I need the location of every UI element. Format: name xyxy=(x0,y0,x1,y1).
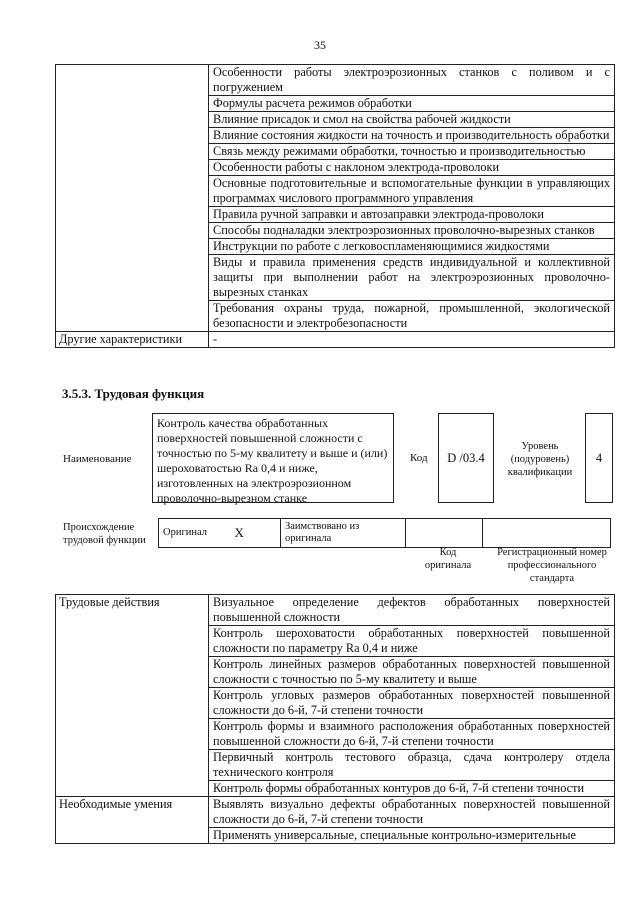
section-heading: 3.5.3. Трудовая функция xyxy=(62,386,205,401)
row-item: Контроль шероховатости обработанных поверхностей повышенной сложности по параметру Ra 0,4 и ниже xyxy=(209,626,615,657)
original-label: Оригинал xyxy=(159,519,231,548)
row-item: Особенности работы электроэрозионных станков с поливом и с погружением xyxy=(209,65,615,96)
row-item: Требования охраны труда, пожарной, промышленной, экологической безопасности и электробезопасности xyxy=(209,301,615,332)
row-item: Инструкции по работе с легковоспламеняющимися жидкостями xyxy=(209,239,615,255)
qualification-level-value: 4 xyxy=(595,450,603,465)
row-item: - xyxy=(209,332,615,348)
origin-label: Происхождение трудовой функции xyxy=(63,522,146,546)
table-row xyxy=(56,595,615,626)
name-label: Наименование xyxy=(63,453,132,465)
table-row xyxy=(56,797,615,828)
row-item: Основные подготовительные и вспомогательные функции в управляющих программах числового программного управления xyxy=(209,176,615,207)
borrowed-label: Заимствовано из оригинала xyxy=(281,519,406,548)
row-heading: Трудовые действия xyxy=(56,595,209,797)
row-item: Контроль угловых размеров обработанных поверхностей повышенной сложности до 6-й, 7-й степени точности xyxy=(209,688,615,719)
row-item: Выявлять визуально дефекты обработанных поверхностей повышенной сложности до 6-й, 7-й степени точности xyxy=(209,797,615,828)
registration-number-cell xyxy=(483,519,611,548)
function-code-box xyxy=(438,413,494,503)
code-label: Код xyxy=(410,452,428,464)
original-code-cell xyxy=(406,519,483,548)
row-item: Влияние присадок и смол на свойства рабочей жидкости xyxy=(209,112,615,128)
row-item: Особенности работы с наклоном электрода-проволоки xyxy=(209,160,615,176)
qualification-level-box xyxy=(585,413,613,503)
table-row xyxy=(56,65,615,96)
origin-table xyxy=(158,518,611,548)
row-item: Способы подналадки электроэрозионных проволочно-вырезных станков xyxy=(209,223,615,239)
labor-functions-table xyxy=(55,594,615,844)
row-item: Контроль формы и взаимного расположения обработанных поверхностей повышенной сложности до 6-й, 7-й степени точности xyxy=(209,719,615,750)
row-heading: Другие характеристики xyxy=(56,332,209,348)
function-name-box: Контроль качества обработанных поверхностей повышенной сложности с точностью по 5-му квалитету и выше и (или) шероховатостью Ra 0,4 и ниже, изготовленных на электроэрозионном проволочно-вырезном станке xyxy=(152,413,394,503)
table-row xyxy=(56,332,615,348)
row-heading: Необходимые умения xyxy=(56,797,209,844)
page-number: 35 xyxy=(314,38,326,52)
original-mark: X xyxy=(231,519,281,548)
registration-caption: Регистрационный номер профессионального стандарта xyxy=(497,547,607,584)
row-item: Применять универсальные, специальные контрольно-измерительные xyxy=(209,828,615,844)
knowledge-table xyxy=(55,64,615,348)
level-label: Уровень (подуровень) квалификации xyxy=(507,441,573,478)
row-item: Контроль формы обработанных контуров до 6-й, 7-й степени точности xyxy=(209,781,615,797)
function-code-value: D /03.4 xyxy=(447,450,485,465)
row-item: Формулы расчета режимов обработки xyxy=(209,96,615,112)
row-item: Первичный контроль тестового образца, сдача контролеру отдела технического контроля xyxy=(209,750,615,781)
row-heading xyxy=(56,65,209,332)
row-item: Виды и правила применения средств индивидуальной и коллективной защиты при выполнении работ на электроэрозионных проволочно-вырезных станках xyxy=(209,255,615,301)
row-item: Влияние состояния жидкости на точность и производительность обработки xyxy=(209,128,615,144)
original-code-caption: Код оригинала xyxy=(424,547,472,571)
row-item: Визуальное определение дефектов обработанных поверхностей повышенной сложности xyxy=(209,595,615,626)
row-item: Правила ручной заправки и автозаправки электрода-проволоки xyxy=(209,207,615,223)
row-item: Контроль линейных размеров обработанных поверхностей повышенной сложности с точностью по 5-му квалитету и выше xyxy=(209,657,615,688)
row-item: Связь между режимами обработки, точностью и производительностью xyxy=(209,144,615,160)
